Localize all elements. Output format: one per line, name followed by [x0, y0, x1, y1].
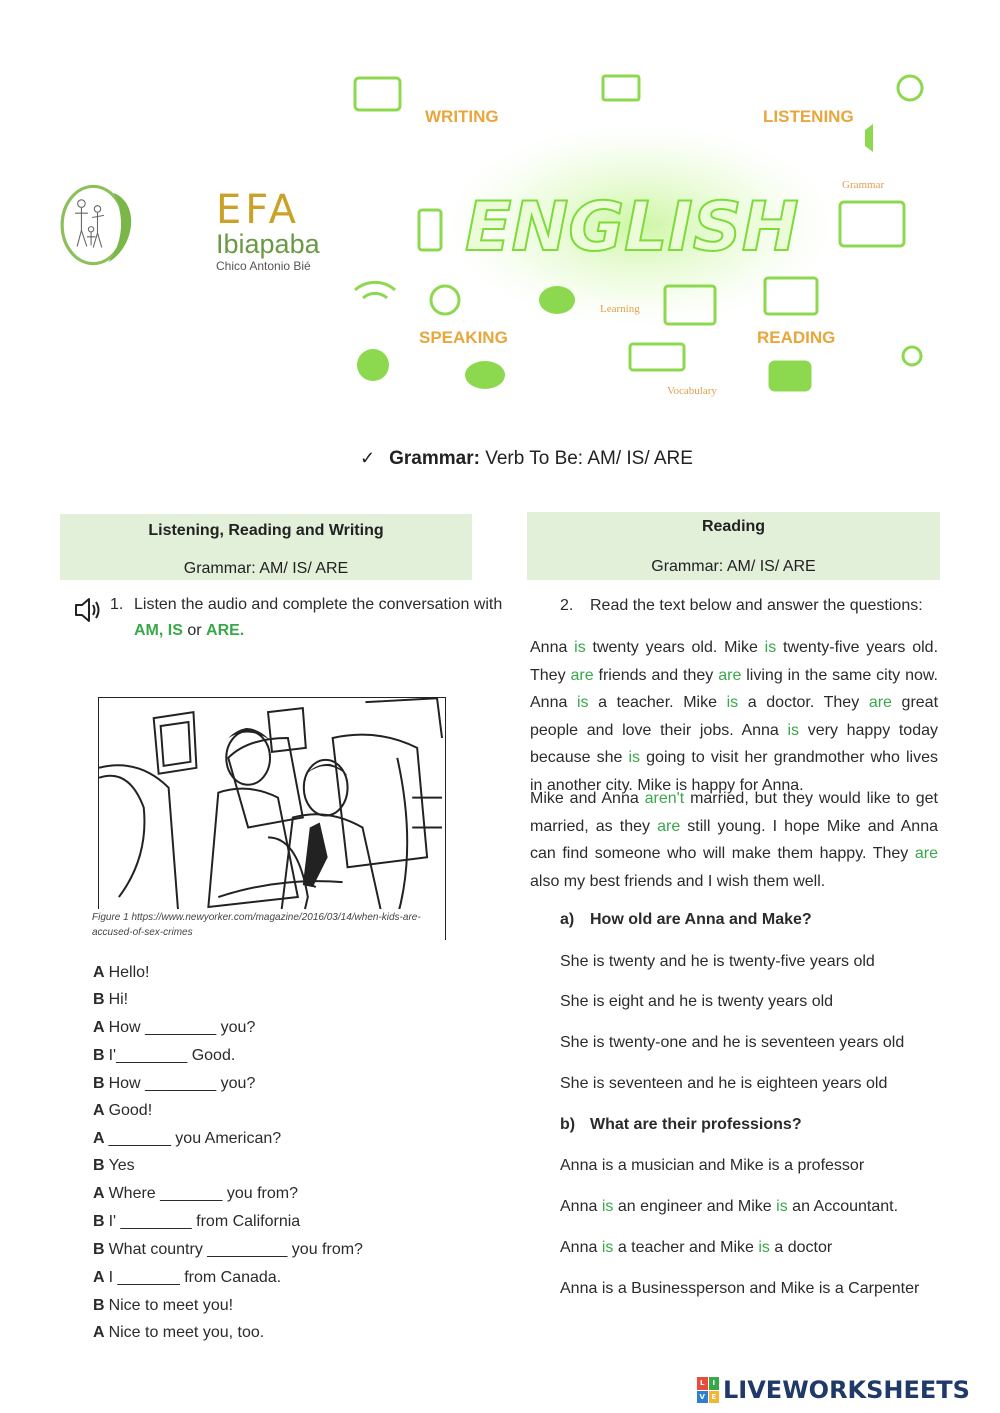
p1-text: living in the same city now. Anna [530, 666, 938, 711]
banner-speaking: SPEAKING [419, 328, 508, 347]
dialogue-speaker: B [93, 1047, 105, 1064]
qb-option-2-verb: is [776, 1198, 788, 1215]
logo-brand: EFA [216, 187, 300, 233]
dialogue-line[interactable] [93, 1102, 152, 1120]
dialogue-line[interactable] [93, 1075, 255, 1093]
dialogue-text: How ________ you? [108, 1075, 256, 1092]
p1-text: twenty years old. Mike [585, 639, 765, 656]
banner-writing: WRITING [425, 107, 499, 126]
speech-bubble-icon [539, 286, 575, 314]
video-icon [770, 362, 810, 390]
question-b-label: b) [560, 1116, 576, 1133]
p2-verb: are [657, 817, 681, 835]
p2-verb: are [914, 845, 938, 862]
dialogue-text: Where _______ you from? [108, 1185, 299, 1202]
logo-name: Ibiapaba [216, 229, 320, 259]
dialogue-speaker: B [93, 1297, 105, 1314]
dialogue-speaker: A [93, 1130, 105, 1147]
qb-option-2-text: an engineer and Mike [613, 1198, 777, 1215]
p1-verb: is [576, 694, 589, 711]
smile-icon [431, 286, 459, 314]
q1-options-are: ARE. [206, 622, 245, 639]
school-logo-emblem [60, 150, 210, 300]
dialogue-line[interactable] [93, 1185, 298, 1203]
reading-paragraph-1 [530, 634, 938, 799]
liveworksheets-logo-icon [697, 1377, 719, 1403]
airplane-illustration [98, 697, 446, 940]
dialogue-line[interactable] [93, 1241, 363, 1259]
dialogue-line[interactable] [93, 1297, 233, 1315]
dialogue-speaker: A [93, 1324, 105, 1341]
dialogue-speaker: B [93, 1075, 105, 1092]
dialogue-speaker: A [93, 1185, 105, 1202]
qb-option-2-text: an Accountant. [787, 1198, 899, 1215]
banner-vocabulary: Vocabulary [667, 385, 717, 397]
figure-caption: Figure 1 https://www.newyorker.com/magazine/2016/03/14/when-kids-are-accused-of-sex-crimes [92, 909, 442, 941]
p1-text: a doctor. They [738, 694, 869, 711]
qa-option-1[interactable]: She is twenty and he is twenty-five years old [560, 953, 875, 970]
dialogue-line[interactable] [93, 1324, 264, 1342]
q1-instruction: Listen the audio and complete the conversation with [134, 596, 503, 613]
p1-verb: is [764, 639, 777, 656]
p1-text: friends and they [593, 666, 719, 684]
q2-instruction: Read the text below and answer the questions: [590, 597, 923, 614]
qa-option-3[interactable]: She is twenty-one and he is seventeen years old [560, 1034, 905, 1051]
banner-grammar: Grammar [842, 179, 885, 191]
dialogue-speaker: B [93, 1241, 105, 1258]
speaker-head-icon [357, 349, 389, 381]
dialogue-text: I _______ from Canada. [108, 1269, 282, 1286]
wifi-icon [355, 282, 395, 298]
p1-verb: are [718, 666, 742, 684]
grammar-label: Grammar: [389, 448, 480, 469]
q1-or: or [182, 622, 207, 639]
dialogue-line[interactable] [93, 964, 149, 982]
qb-option-3-text: a teacher and Mike [613, 1239, 759, 1256]
logo-box-letter: E [709, 1391, 720, 1404]
p2-text: also my best friends and I wish them well. [530, 872, 826, 890]
qb-option-3-verb: is [758, 1239, 770, 1256]
dialogue-text: How ________ you? [108, 1019, 256, 1036]
p1-verb: are [570, 666, 594, 684]
p1-verb: are [868, 694, 892, 711]
qb-option-3[interactable] [560, 1239, 832, 1257]
dialogue-text: Good! [108, 1102, 153, 1119]
p1-verb: is [787, 721, 800, 739]
english-banner [345, 60, 935, 405]
left-section-header [60, 514, 472, 580]
dialogue-text: Hello! [108, 964, 150, 981]
logo-box-letter: I [709, 1377, 720, 1390]
qa-option-4[interactable]: She is seventeen and he is eighteen years old [560, 1075, 888, 1092]
dialogue-speaker: A [93, 964, 105, 981]
qb-option-4[interactable]: Anna is a Businessperson and Mike is a Carpenter [560, 1280, 920, 1297]
right-section-header [527, 512, 940, 580]
p2-text: Mike and Anna [530, 790, 645, 807]
p1-text: great people and love their jobs. Anna [530, 694, 939, 739]
dialogue-speaker: A [93, 1269, 105, 1286]
p1-verb: is [726, 694, 739, 711]
qb-option-2-verb: is [601, 1198, 614, 1215]
right-header-subtitle: Grammar: AM/ IS/ ARE [651, 558, 816, 575]
chat-icon [355, 78, 400, 110]
headphones-icon [898, 76, 922, 100]
dialogue-line[interactable] [93, 1047, 235, 1065]
p1-text: a teacher. Mike [588, 694, 727, 711]
q1-options-am-is: AM, IS [134, 622, 183, 639]
dialogue-text: I'________ Good. [108, 1047, 236, 1064]
grammar-topic: Verb To Be: AM/ IS/ ARE [479, 448, 693, 469]
dialogue-line[interactable] [93, 991, 128, 1009]
qb-option-3-text: Anna [560, 1239, 602, 1256]
liveworksheets-text: LIVEWORKSHEETS [723, 1376, 970, 1404]
question-a-label: a) [560, 911, 575, 928]
dialogue-speaker: B [93, 1157, 105, 1174]
dialogue-text: Yes [108, 1157, 135, 1174]
dialogue-text: Nice to meet you, too. [108, 1324, 265, 1341]
dialogue-line[interactable] [93, 1019, 255, 1037]
logo-subtitle: Chico Antonio Bié [216, 259, 311, 273]
keyboard-icon [630, 344, 684, 370]
logo-box-letter: V [697, 1391, 708, 1404]
q2-number: 2. [560, 597, 574, 614]
banner-title: ENGLISH [465, 188, 799, 267]
logo-box-letter: L [697, 1377, 708, 1390]
p1-verb: is [628, 749, 641, 766]
checkmark-icon: ✓ [360, 448, 376, 468]
p1-text: twenty-five years old. They [530, 639, 939, 684]
qb-option-2[interactable] [560, 1198, 898, 1216]
p1-text: going to visit her grandmother who lives in another city. Mike is happy for Anna. [530, 749, 938, 794]
dialogue-line[interactable] [93, 1130, 281, 1148]
location-icon [903, 347, 921, 365]
grammar-topic-line [360, 448, 693, 470]
left-header-subtitle: Grammar: AM/ IS/ ARE [183, 560, 349, 577]
question-b-text: What are their professions? [590, 1116, 802, 1133]
qb-option-3-text: a doctor [769, 1239, 833, 1256]
p2-text: married, but they would like to get married, as they [530, 790, 939, 835]
right-header-title: Reading [701, 518, 766, 535]
banner-listening: LISTENING [763, 107, 854, 126]
p1-text: very happy today because she [530, 721, 938, 766]
left-header-title: Listening, Reading and Writing [148, 522, 384, 539]
banner-learning: Learning [600, 303, 640, 315]
laptop-icon [603, 76, 639, 100]
p1-verb: is [574, 639, 586, 656]
p2-text: still young. I hope Mike and Anna can find someone who will make them happy. They [530, 817, 939, 862]
liveworksheets-logo[interactable] [697, 1376, 970, 1404]
dialogue-speaker: B [93, 991, 105, 1008]
p2-verb: aren't [644, 790, 685, 807]
sound-icon [865, 124, 873, 152]
question-a-text: How old are Anna and Make? [590, 911, 812, 928]
dialogue-line[interactable] [93, 1157, 135, 1175]
p1-text: Anna [530, 639, 575, 656]
q1-number: 1. [110, 596, 124, 613]
qb-option-2-text: Anna [560, 1198, 602, 1215]
school-logo-text [216, 187, 320, 274]
dialogue-speaker: A [93, 1102, 105, 1119]
dialogue-speaker: A [93, 1019, 105, 1036]
qb-option-3-verb: is [601, 1239, 614, 1256]
reading-paragraph-2 [530, 785, 938, 895]
banner-reading: READING [757, 328, 836, 347]
dialogue-text: Nice to meet you! [108, 1297, 234, 1314]
dialogue-speaker: B [93, 1213, 105, 1230]
speaker-icon[interactable] [73, 596, 103, 624]
dialogue-line[interactable] [93, 1213, 300, 1231]
dialogue-text: _______ you American? [108, 1130, 282, 1147]
dialogue-text: Hi! [108, 991, 129, 1008]
q1-options-line [134, 622, 244, 640]
qb-option-1[interactable]: Anna is a musician and Mike is a professor [560, 1157, 865, 1174]
qa-option-2[interactable]: She is eight and he is twenty years old [560, 993, 834, 1010]
dialogue-line[interactable] [93, 1269, 281, 1287]
dialogue-text: I' ________ from California [108, 1213, 301, 1230]
dialogue-text: What country _________ you from? [108, 1241, 363, 1258]
